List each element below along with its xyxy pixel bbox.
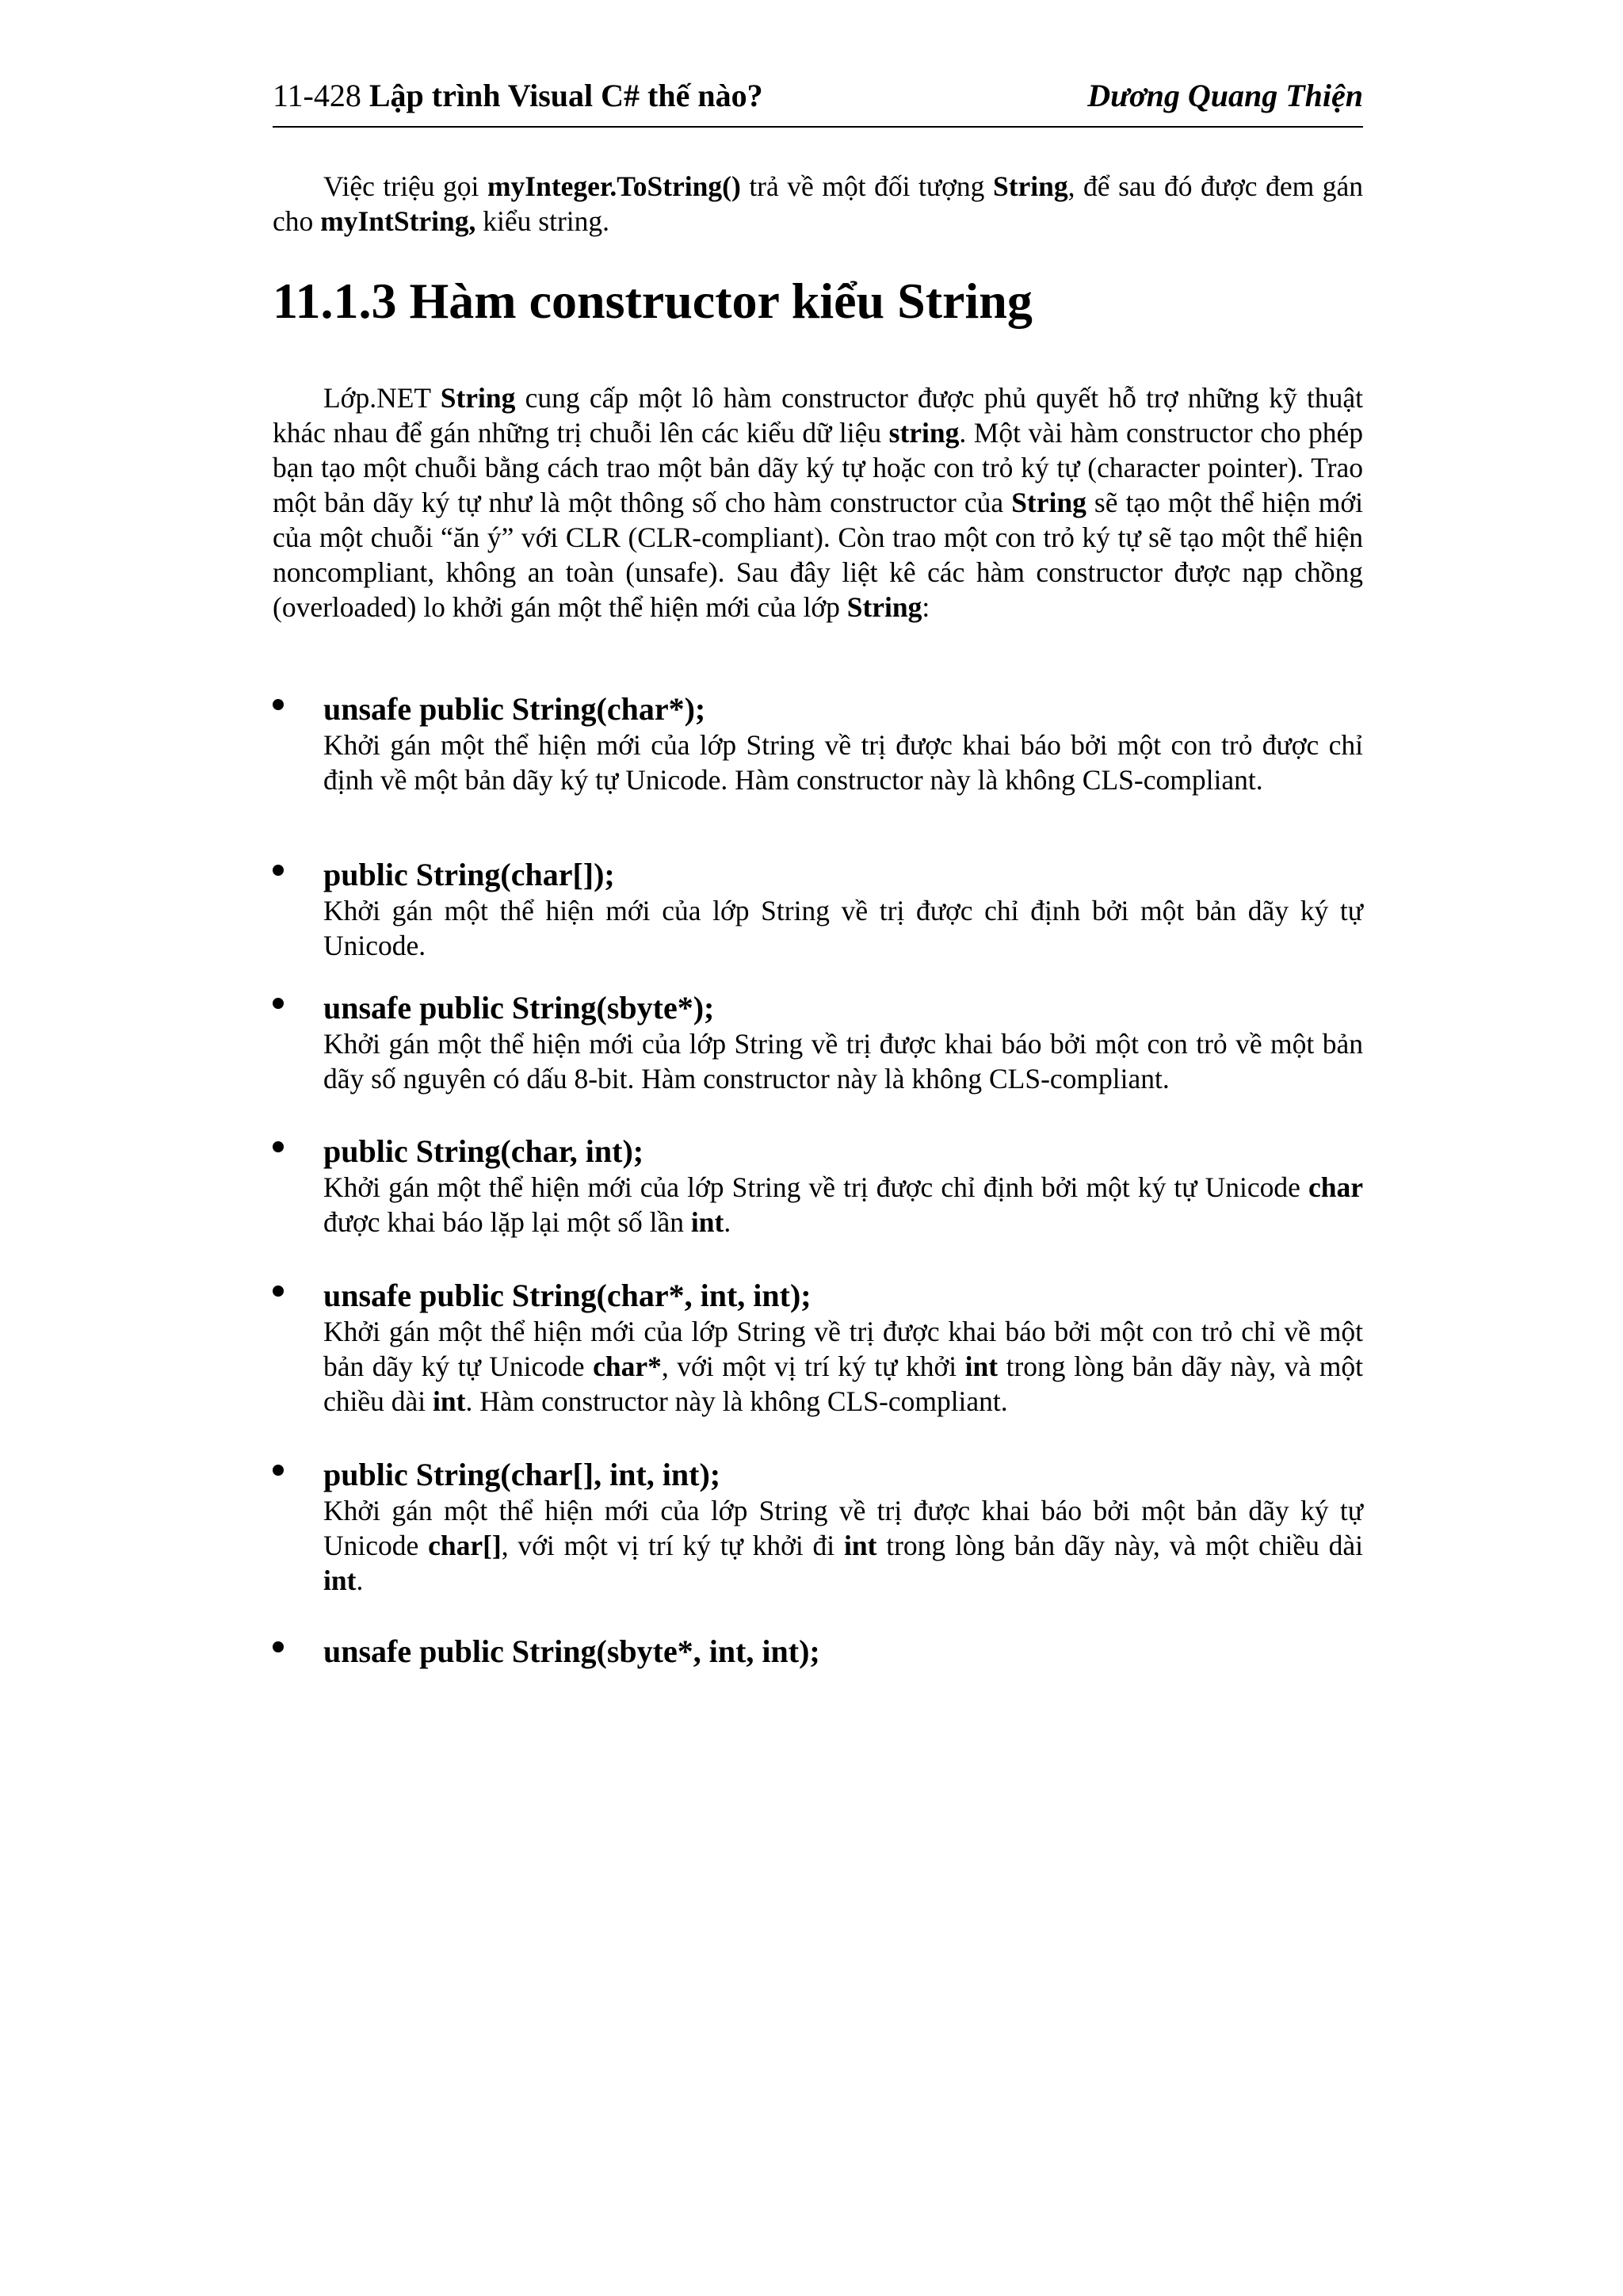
bullet-icon	[273, 1141, 284, 1152]
intro-paragraph: Việc triệu gọi myInteger.ToString() trả về một đối tượng String, để sau đó được đem gán cho myIntString, kiểu string.	[273, 170, 1363, 237]
constructor-description: Khởi gán một thể hiện mới của lớp String về trị được khai báo bởi một con trỏ chỉ về một bản dãy ký tự Unicode char*, với một vị trí ký tự khởi int trong lòng bản dãy này, và một chiều dài int. Hàm constructor này là không CLS-compliant.	[323, 1316, 1363, 1417]
constructor-description: Khởi gán một thể hiện mới của lớp String về trị được khai báo bởi một con trỏ được chỉ định về một bản dãy ký tự Unicode. Hàm constructor này là không CLS-compliant.	[323, 729, 1363, 796]
page-header	[273, 75, 1363, 128]
constructor-signature: unsafe public String(sbyte*, int, int);	[323, 1633, 820, 1669]
constructor-signature: unsafe public String(char*);	[323, 691, 706, 727]
constructor-signature: unsafe public String(sbyte*);	[323, 990, 715, 1026]
bullet-icon	[273, 998, 284, 1009]
bullet-icon	[273, 865, 284, 876]
bullet-icon	[273, 1465, 284, 1476]
constructor-description: Khởi gán một thể hiện mới của lớp String về trị được khai báo bởi một con trỏ về một bản dãy số nguyên có dấu 8-bit. Hàm constructor này là không CLS-compliant.	[323, 1028, 1363, 1095]
constructor-signature: unsafe public String(char*, int, int);	[323, 1278, 812, 1313]
section-heading: 11.1.3 Hàm constructor kiểu String	[273, 273, 1033, 329]
bullet-icon	[273, 699, 284, 710]
constructor-signature: public String(char[], int, int);	[323, 1457, 721, 1492]
constructor-description: Khởi gán một thể hiện mới của lớp String về trị được chỉ định bởi một ký tự Unicode char được khai báo lặp lại một số lần int.	[323, 1171, 1363, 1238]
page-number: 11-428	[273, 78, 361, 113]
bullet-icon	[273, 1286, 284, 1297]
author-name: Dương Quang Thiện	[1087, 78, 1363, 113]
constructor-signature: public String(char[]);	[323, 857, 615, 892]
book-title: Lập trình Visual C# thế nào?	[369, 78, 763, 113]
header-left	[273, 77, 763, 115]
body-paragraph: Lớp.NET String cung cấp một lô hàm constructor được phủ quyết hỗ trợ những kỹ thuật khác nhau để gán những trị chuỗi lên các kiểu dữ liệu string. Một vài hàm constructor cho phép bạn tạo một chuỗi bằng cách trao một bản dãy ký tự hoặc con trỏ ký tự (character pointer). Trao một bản dãy ký tự như là một thông số cho hàm constructor của String sẽ tạo một thể hiện mới của một chuỗi “ăn ý” với CLR (CLR-compliant). Còn trao một con trỏ ký tự sẽ tạo một thể hiện noncompliant, không an toàn (unsafe). Sau đây liệt kê các hàm constructor được nạp chồng (overloaded) lo khởi gán một thể hiện mới của lớp String:	[273, 382, 1364, 623]
constructor-description: Khởi gán một thể hiện mới của lớp String về trị được chỉ định bởi một bản dãy ký tự Unicode.	[323, 895, 1363, 961]
constructor-signature: public String(char, int);	[323, 1133, 644, 1169]
constructor-description: Khởi gán một thể hiện mới của lớp String về trị được khai báo bởi một bản dãy ký tự Unicode char[], với một vị trí ký tự khởi đi int trong lòng bản dãy này, và một chiều dài int.	[323, 1495, 1363, 1596]
bullet-icon	[273, 1641, 284, 1652]
